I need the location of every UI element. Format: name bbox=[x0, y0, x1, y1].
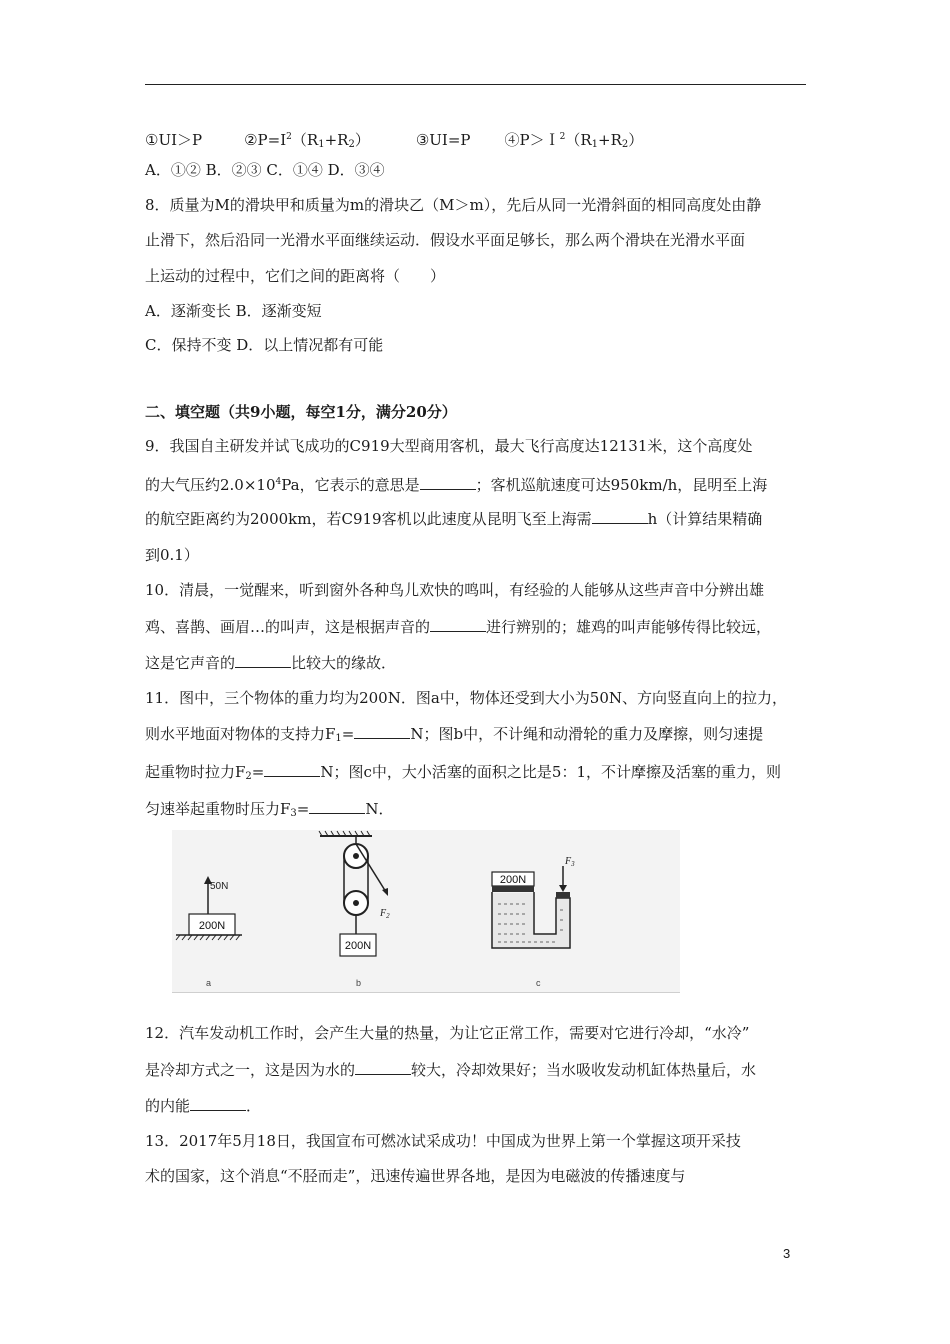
figure-c-large-piston bbox=[492, 886, 534, 892]
q12-line-1: 12．汽车发动机工作时，会产生大量的热量，为让它正常工作，需要对它进行冷却，“水冷” bbox=[145, 1024, 750, 1042]
figure-c-weight-label: 200N bbox=[499, 874, 527, 886]
figure-c-liquid-left bbox=[493, 893, 533, 947]
q10-line-3: 这是它声音的 比较大的缘故． bbox=[145, 654, 397, 672]
figure-c-arrow-head bbox=[559, 885, 567, 892]
q11-line-2: 则水平地面对物体的支持力$F_1= N$；图b中，不计绳和动滑轮的重力及摩擦，则匀速提 bbox=[145, 725, 764, 744]
q9-line-3: 的航空距离约为2000km，若C919客机以此速度从昆明飞至上海需 h（计算结果精确 bbox=[145, 510, 763, 528]
q9-blank-1[interactable] bbox=[420, 475, 476, 490]
q9-line-1: 9．我国自主研发并试飞成功的C919大型商用客机，最大飞行高度达12131米，这个高度处 bbox=[145, 437, 753, 455]
q13-line-1: 13．2017年5月18日，我国宣布可燃冰试采成功！中国成为世界上第一个掌握这项开采技 bbox=[145, 1132, 741, 1150]
figure-b-force-label: $F_2$ bbox=[380, 908, 390, 920]
figure-b-arrow-head bbox=[382, 888, 388, 896]
q12-blank-2[interactable] bbox=[190, 1096, 246, 1111]
q13-line-2: 术的国家，这个消息“不胫而走”，迅速传遍世界各地，是因为电磁波的传播速度与 bbox=[145, 1167, 686, 1185]
q12-blank-1[interactable] bbox=[355, 1060, 411, 1075]
figure-b bbox=[319, 831, 390, 988]
q8-choices-2: C．保持不变 D．以上情况都有可能 bbox=[145, 336, 384, 354]
header-rule bbox=[145, 84, 806, 85]
q9-line-2: 的大气压约$2.0\times 10^4Pa$，它表示的意思是 ；客机巡航速度可达950km/h，昆明至上海 bbox=[145, 476, 768, 494]
q11-line-3: 起重物时拉力$F_2= N$；图c中，大小活塞的面积之比是5：1，不计摩擦及活塞的重力，则 bbox=[145, 763, 781, 782]
q9-blank-2[interactable] bbox=[592, 509, 648, 524]
q7-options-line: ①UI＞P $②P=I^2(R_1+R_2)$ ③UI=P $④P>I^2(R_1+R_2)$ bbox=[145, 131, 644, 150]
figure-a-force-label: 50N bbox=[210, 881, 229, 892]
q12-line-3: 的内能 ． bbox=[145, 1097, 262, 1115]
q9-line-4: 到0.1） bbox=[145, 546, 199, 564]
page-number: 3 bbox=[783, 1246, 791, 1261]
figure-b-weight-label: 200N bbox=[344, 940, 372, 952]
figure-b-fixed-axle bbox=[353, 853, 359, 859]
q8-line-2: 止滑下，然后沿同一光滑水平面继续运动．假设水平面足够长，那么两个滑块在光滑水平面 bbox=[145, 231, 746, 249]
q11-line-1: 11．图中，三个物体的重力均为200N．图a中，物体还受到大小为50N、方向竖直向上的拉力， bbox=[145, 689, 788, 707]
q10-blank-2[interactable] bbox=[235, 653, 291, 668]
section-2-title: 二、填空题（共9小题，每空1分，满分20分） bbox=[145, 403, 457, 421]
figure-c-force-label: $F_3$ bbox=[565, 856, 575, 868]
q11-figure bbox=[172, 830, 680, 993]
q11-blank-3[interactable] bbox=[309, 799, 365, 814]
figure-b-caption: b bbox=[356, 978, 362, 988]
q10-blank-1[interactable] bbox=[430, 617, 486, 632]
q11-blank-1[interactable] bbox=[354, 724, 410, 739]
q11-blank-2[interactable] bbox=[264, 762, 320, 777]
figure-c-liquid-right bbox=[557, 899, 569, 947]
q8-choices-1: A．逐渐变长 B．逐渐变短 bbox=[145, 302, 322, 320]
q10-line-1: 10．清晨，一觉醒来，听到窗外各种鸟儿欢快的鸣叫，有经验的人能够从这些声音中分辨出雄 bbox=[145, 581, 765, 599]
figure-b-moving-axle bbox=[353, 900, 359, 906]
q10-line-2: 鸡、喜鹊、画眉…的叫声，这是根据声音的 进行辨别的；雄鸡的叫声能够传得比较远， bbox=[145, 618, 772, 636]
figure-c-caption: c bbox=[536, 978, 541, 988]
q7-choices: A．①② B．②③ C．①④ D．③④ bbox=[145, 161, 385, 179]
figure-c bbox=[492, 856, 575, 988]
q8-line-3: 上运动的过程中，它们之间的距离将（ ） bbox=[145, 267, 446, 285]
figure-c-small-piston bbox=[556, 892, 570, 898]
q11-figure-svg bbox=[172, 830, 680, 992]
figure-c-liquid-bottom bbox=[533, 935, 557, 947]
figure-a-caption: a bbox=[206, 978, 212, 988]
q11-line-4: 匀速举起重物时压力$F_3= N$． bbox=[145, 800, 394, 819]
q12-line-2: 是冷却方式之一，这是因为水的 较大，冷却效果好；当水吸收发动机缸体热量后，水 bbox=[145, 1061, 757, 1079]
figure-a bbox=[176, 876, 242, 988]
q8-line-1: 8．质量为M的滑块甲和质量为m的滑块乙（M＞m），先后从同一光滑斜面的相同高度处由静 bbox=[145, 196, 762, 214]
figure-a-weight-label: 200N bbox=[198, 920, 226, 932]
